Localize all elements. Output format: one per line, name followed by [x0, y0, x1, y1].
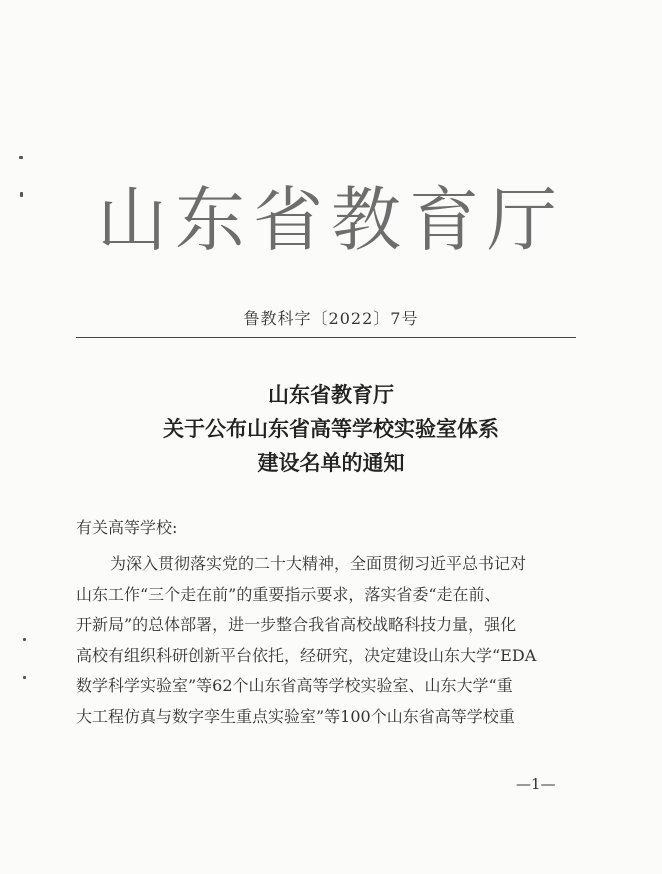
addressee: 有关高等学校: — [76, 518, 178, 537]
body-line: 为深入贯彻落实党的二十大精神，全面贯彻习近平总书记对 — [110, 554, 527, 573]
body-line: 高校有组织科研创新平台依托，经研究，决定建设山东大学“EDA — [76, 645, 537, 665]
scan-mark — [20, 192, 23, 197]
scan-mark — [23, 676, 26, 679]
scan-mark — [23, 638, 26, 641]
scan-mark — [19, 156, 23, 159]
header-divider — [76, 337, 576, 338]
page-number: —1— — [516, 775, 556, 793]
body-line: 开新局”的总体部署，进一步整合我省高校战略科技力量，强化 — [76, 615, 517, 635]
body-paragraph — [76, 549, 586, 733]
document-number: 鲁教科字〔2022〕7号 — [243, 309, 419, 328]
body-line: 数学科学实验室”等62个山东省高等学校实验室、山东大学“重 — [76, 676, 513, 696]
issuer-header: 山东省教育厅 — [97, 179, 565, 261]
notice-title — [76, 378, 586, 480]
notice-title-line: 关于公布山东省高等学校实验室体系 — [163, 416, 499, 441]
notice-title-line: 山东省教育厅 — [268, 382, 394, 407]
body-line: 山东工作“三个走在前”的重要指示要求，落实省委“走在前、 — [76, 584, 501, 604]
body-line: 大工程仿真与数字孪生重点实验室”等100个山东省高等学校重 — [76, 706, 515, 726]
notice-title-line: 建设名单的通知 — [257, 450, 405, 475]
